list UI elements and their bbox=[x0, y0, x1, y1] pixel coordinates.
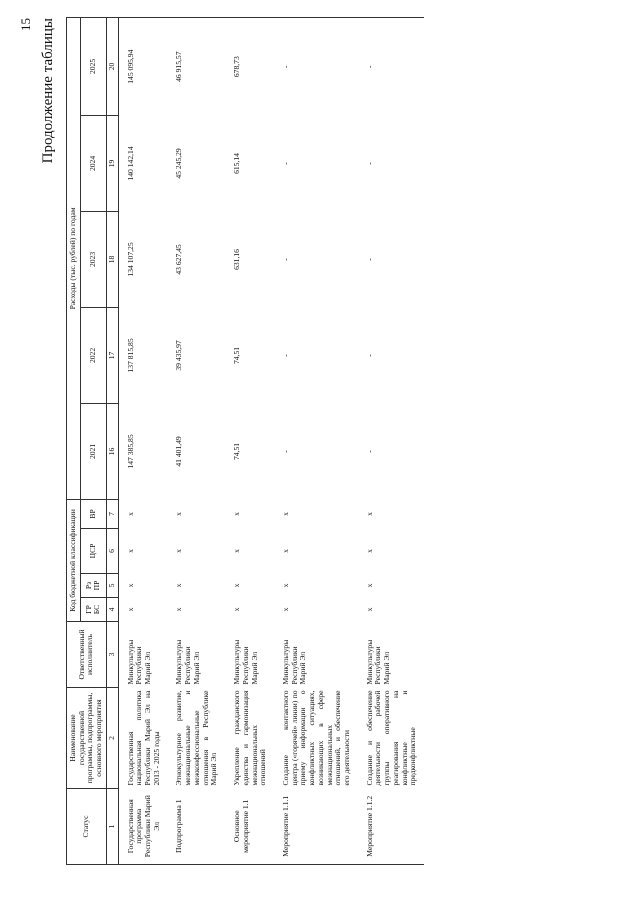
cell-status: Основное мероприятие 1.1 bbox=[225, 789, 274, 865]
cell-grbs: x bbox=[174, 607, 184, 612]
column-number: 20 bbox=[106, 17, 118, 115]
header-grbs: ГР БС bbox=[80, 598, 106, 622]
cell-expense-2022: 137 815,85 bbox=[118, 307, 167, 403]
cell-vr: x bbox=[118, 499, 167, 528]
page-number: 15 bbox=[18, 18, 33, 31]
column-number: 3 bbox=[106, 622, 118, 688]
table-row bbox=[167, 17, 225, 864]
cell-expense-2021: 74,51 bbox=[232, 442, 242, 460]
cell-vr: x bbox=[174, 512, 184, 516]
cell-responsible: Минкультуры Республики Марий Эл bbox=[364, 639, 392, 685]
continuation-caption: Продолжение таблицы bbox=[40, 18, 56, 164]
cell-rzpr: x bbox=[174, 583, 184, 588]
cell-responsible: Минкультуры Республики Марий Эл bbox=[118, 622, 167, 688]
cell-grbs: x bbox=[364, 607, 374, 612]
column-number: 2 bbox=[106, 688, 118, 789]
cell-expense-2024: 140 142,14 bbox=[118, 115, 167, 211]
cell-expense-2021: 41 401,49 bbox=[174, 436, 184, 467]
cell-expense-2023: 43 627,45 bbox=[174, 244, 184, 275]
cell-vr: x bbox=[364, 512, 374, 516]
cell-expense-2023: - bbox=[364, 258, 374, 261]
cell-responsible: Минкультуры Республики Марий Эл bbox=[232, 639, 259, 685]
cell-rzpr: x bbox=[118, 574, 167, 598]
budget-table bbox=[66, 17, 424, 865]
cell-name: Государственная национальная политика Республики Марий Эл на 2013 - 2025 годы bbox=[118, 688, 167, 789]
table-row bbox=[118, 17, 167, 864]
column-number: 17 bbox=[106, 307, 118, 403]
column-number: 19 bbox=[106, 115, 118, 211]
cell-expense-2025: - bbox=[358, 17, 424, 115]
cell-rzpr: x bbox=[364, 583, 374, 588]
column-number: 18 bbox=[106, 211, 118, 307]
cell-status: Государственная программа Республики Марий Эл bbox=[118, 789, 167, 865]
header-year: 2024 bbox=[80, 115, 106, 211]
table-row bbox=[358, 17, 424, 864]
cell-expense-2023: - bbox=[280, 258, 290, 261]
cell-responsible: Минкультуры Республики Марий Эл bbox=[174, 639, 201, 685]
header-responsible: Ответственный исполнитель bbox=[67, 622, 107, 688]
column-number: 7 bbox=[106, 499, 118, 528]
column-number: 4 bbox=[106, 598, 118, 622]
header-budget-code: Код бюджетной классификации bbox=[67, 499, 81, 621]
column-number: 1 bbox=[106, 789, 118, 865]
cell-csr: x bbox=[364, 549, 374, 553]
cell-expense-2021: 147 385,85 bbox=[118, 403, 167, 499]
header-expenses: Расходы (тыс. рублей) по годам bbox=[67, 17, 81, 499]
cell-expense-2024: 45 245,29 bbox=[174, 148, 184, 179]
cell-expense-2024: - bbox=[280, 162, 290, 165]
cell-expense-2022: - bbox=[364, 354, 374, 357]
cell-expense-2023: 134 107,25 bbox=[118, 211, 167, 307]
header-rzpr: Рз ПР bbox=[80, 574, 106, 598]
cell-expense-2025: 678,73 bbox=[225, 17, 274, 115]
cell-expense-2025: - bbox=[274, 17, 358, 115]
cell-status: Мероприятие 1.1.2 bbox=[358, 789, 424, 865]
cell-expense-2022: 39 435,97 bbox=[174, 340, 184, 371]
cell-vr: x bbox=[232, 512, 242, 516]
cell-csr: x bbox=[232, 549, 242, 553]
header-vr: ВР bbox=[80, 499, 106, 528]
cell-csr: x bbox=[118, 529, 167, 574]
cell-responsible: Минкультуры Республики Марий Эл bbox=[280, 639, 308, 685]
cell-grbs: x bbox=[118, 598, 167, 622]
cell-expense-2022: - bbox=[280, 354, 290, 357]
cell-expense-2022: 74,51 bbox=[232, 346, 242, 364]
cell-expense-2021: - bbox=[364, 450, 374, 453]
column-number: 5 bbox=[106, 574, 118, 598]
cell-name: Создание и обеспечение деятельности рабочей группы оперативного реагирования на конфликтные и предконфликтные bbox=[364, 690, 418, 786]
cell-status: Подпрограмма 1 bbox=[167, 789, 225, 865]
cell-expense-2021: - bbox=[280, 450, 290, 453]
column-numbers-row bbox=[106, 17, 118, 864]
cell-name: Этнокультурное развитие, межнациональные и межконфессиональные отношения в Республике Марий Эл bbox=[174, 690, 219, 786]
table-row bbox=[225, 17, 274, 864]
table-row bbox=[274, 17, 358, 864]
table-body bbox=[118, 17, 424, 864]
cell-grbs: x bbox=[280, 607, 290, 612]
cell-expense-2024: 615,14 bbox=[232, 153, 242, 174]
header-year: 2025 bbox=[80, 17, 106, 115]
header-year: 2023 bbox=[80, 211, 106, 307]
table-header bbox=[67, 17, 119, 864]
cell-expense-2025: 46 915,57 bbox=[167, 17, 225, 115]
cell-vr: x bbox=[280, 512, 290, 516]
cell-csr: x bbox=[280, 549, 290, 553]
header-year: 2022 bbox=[80, 307, 106, 403]
cell-rzpr: x bbox=[280, 583, 290, 588]
header-year: 2021 bbox=[80, 403, 106, 499]
column-number: 6 bbox=[106, 529, 118, 574]
header-status: Статус bbox=[67, 789, 107, 865]
cell-name: Создание контактного центра («горячей» линии) по приему информации о конфликтных ситуациях, возникающих в сфере межнациональных отношений, и обеспечение его деятельности bbox=[280, 690, 351, 786]
cell-expense-2024: - bbox=[364, 162, 374, 165]
cell-status: Мероприятие 1.1.1 bbox=[274, 789, 358, 865]
cell-name: Укрепление гражданского единства и гармонизация межнациональных отношений bbox=[232, 690, 268, 786]
column-number: 16 bbox=[106, 403, 118, 499]
cell-rzpr: x bbox=[232, 583, 242, 588]
cell-expense-2023: 631,16 bbox=[232, 249, 242, 270]
header-name: Наименование государственной программы, подпрограммы, основного мероприятия bbox=[67, 688, 107, 789]
cell-grbs: x bbox=[232, 607, 242, 612]
cell-csr: x bbox=[174, 549, 184, 553]
cell-expense-2025: 145 095,94 bbox=[118, 17, 167, 115]
header-csr: ЦСР bbox=[80, 529, 106, 574]
